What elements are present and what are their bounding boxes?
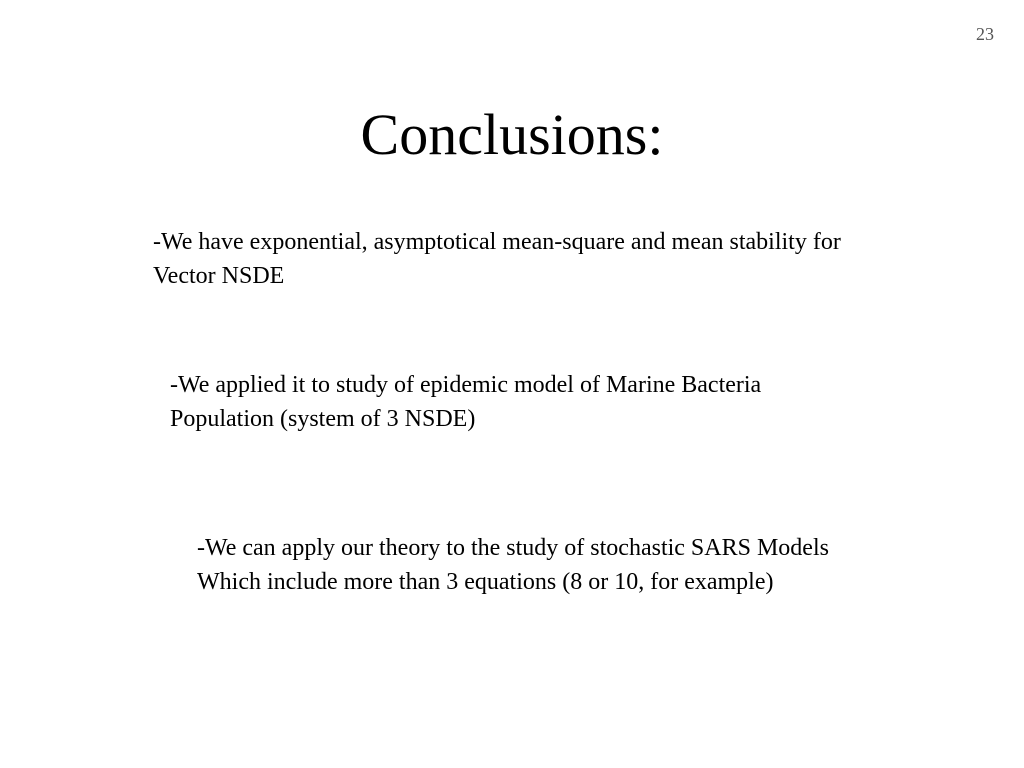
conclusion-item-sars-models — [197, 531, 829, 599]
slide-title: Conclusions: — [360, 102, 664, 167]
conclusion-line: Which include more than 3 equations (8 or 10, for example) — [197, 569, 774, 595]
conclusion-line: Population (system of 3 NSDE) — [170, 406, 476, 432]
conclusion-line: -We have exponential, asymptotical mean-square and mean stability for — [153, 229, 841, 255]
conclusion-line: -We can apply our theory to the study of stochastic SARS Models — [197, 535, 829, 561]
conclusion-item-stability — [153, 225, 841, 293]
conclusion-item-epidemic-model — [170, 368, 761, 436]
conclusion-line: -We applied it to study of epidemic model of Marine Bacteria — [170, 372, 762, 398]
conclusion-line: Vector NSDE — [153, 263, 285, 289]
page-number: 23 — [976, 24, 994, 44]
